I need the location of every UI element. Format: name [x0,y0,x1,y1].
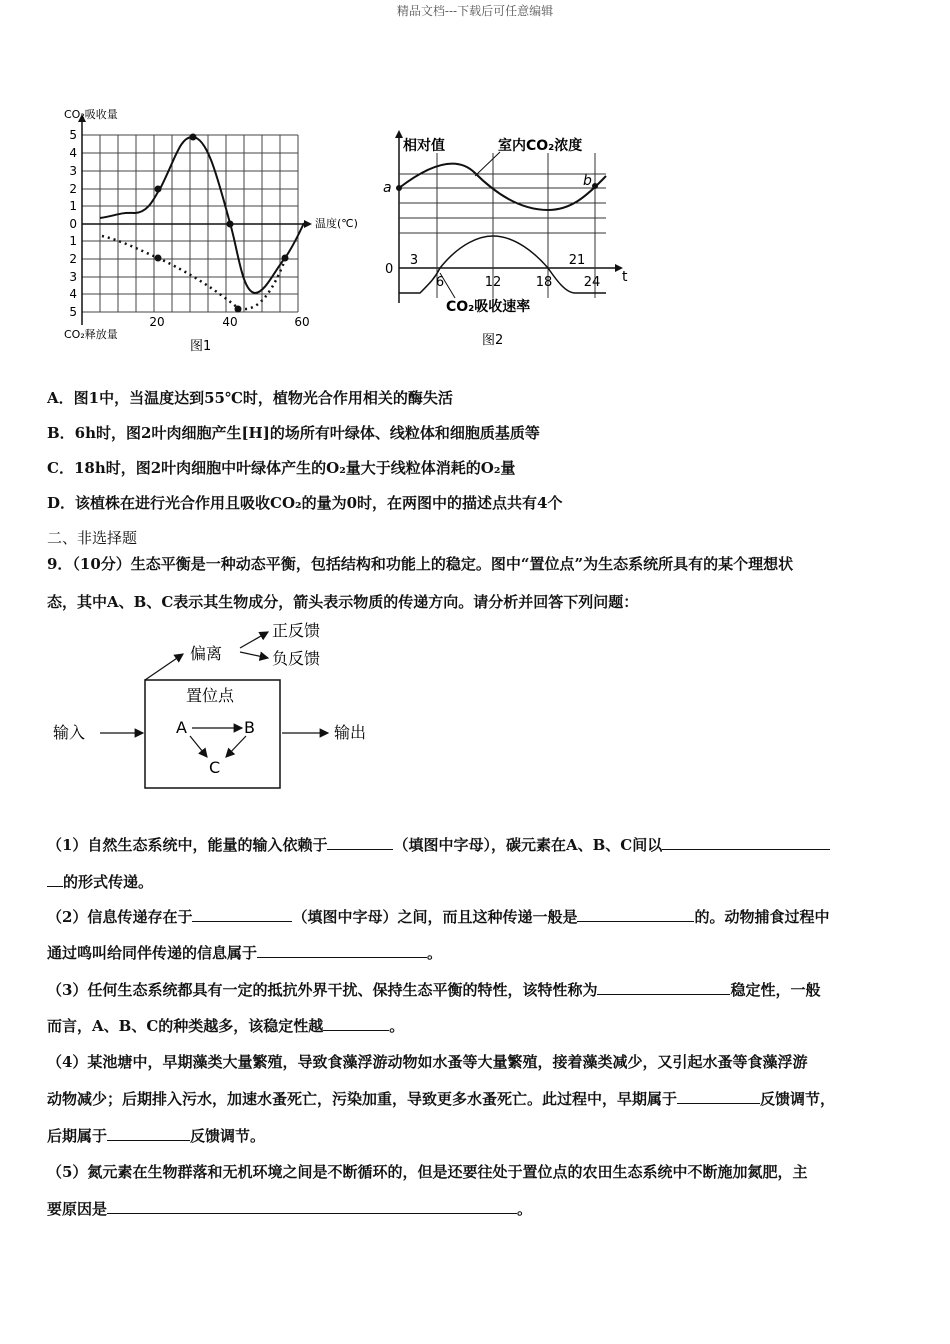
sub1-text-c: 的形式传递。 [63,873,154,891]
sub2-text-c: 的。动物捕食过程中 [694,908,830,926]
answer-blank[interactable] [257,943,427,958]
sub2-text-d: 通过鸣叫给同伴传递的信息属于 [47,944,258,962]
fig2-tick: 24 [583,275,601,290]
fig1-caption: 图1 [190,339,212,354]
fig2-tick: 12 [484,275,502,290]
answer-blank[interactable] [662,835,830,850]
diagram-deviation: 偏离 [190,644,223,663]
diagram-setpoint: 置位点 [186,686,235,705]
fig2-rate-label: CO₂吸收速率 [446,299,531,315]
sub2-text-b: （填图中字母）之间，而且这种传递一般是 [292,908,578,926]
fig1-xlabel: 温度(℃) [315,217,358,230]
fig2-caption: 图2 [482,333,504,348]
fig1-ylabel-top: CO₂吸收量 [64,108,118,121]
fig2-axis-t: t [622,269,628,285]
fig2-curve-label: 室内CO₂浓度 [498,138,583,154]
sub3-text-a: （3）任何生态系统都具有一定的抵抗外界干扰、保持生态平衡的特性，该特性称为 [47,981,598,999]
fig2-tick: 6 [435,275,445,290]
fig1-ytick: 2 [69,182,77,196]
option-b: B．6h时，图2叶肉细胞产生[H]的场所有叶绿体、线粒体和细胞质基质等 [47,424,540,442]
fig1-ytick: 0 [69,217,77,231]
fig2-tick: 3 [409,253,419,268]
diagram-node-c: C [209,758,221,777]
ecosystem-diagram [50,615,390,795]
sub3-text-c: 而言，A、B、C的种类越多，该稳定性越 [47,1017,324,1035]
question-9-line-1: 9．（10分）生态平衡是一种动态平衡，包括结构和功能上的稳定。图中“置位点”为生态系统所具有的某个理想状 [47,555,794,573]
fig1-xtick: 40 [222,315,238,329]
diagram-node-b: B [244,718,255,737]
sub1-text-b: （填图中字母），碳元素在A、B、C间以 [393,836,663,854]
answer-blank[interactable] [47,872,63,887]
section-heading: 二、非选择题 [47,529,138,547]
option-a: A．图1中，当温度达到55℃时，植物光合作用相关的酶失活 [47,389,453,407]
sub-question-2 [47,906,829,927]
page-header: 精品文档---下载后可任意编辑 [396,4,554,18]
diagram-input: 输入 [53,723,86,742]
figure-1-graph [60,100,380,360]
fig1-ytick: 4 [69,287,77,301]
figure-2-graph [380,128,640,353]
sub3-text-d: 。 [389,1017,405,1035]
sub1-text-a: （1）自然生态系统中，能量的输入依赖于 [47,836,328,854]
fig1-ytick: 5 [69,305,77,319]
option-d: D．该植株在进行光合作用且吸收CO₂的量为0时，在两图中的描述点共有4个 [47,494,563,512]
fig1-ylabel-bottom: CO₂释放量 [64,328,118,341]
fig1-ytick: 4 [69,146,77,160]
sub-question-2-cont [47,942,442,963]
sub-question-4: （4）某池塘中，早期藻类大量繁殖，导致食藻浮游动物如水蚤等大量繁殖，接着藻类减少，又引起水蚤等食藻浮游 [47,1053,808,1071]
sub5-text-b: 要原因是 [47,1200,108,1218]
sub-question-4-cont [47,1088,835,1109]
fig1-ytick: 1 [69,234,77,248]
answer-blank[interactable] [323,1016,389,1031]
sub-question-4-cont-2 [47,1125,265,1146]
answer-blank[interactable] [107,1126,190,1141]
fig2-tick: 18 [535,275,553,290]
fig1-ytick: 2 [69,252,77,266]
sub2-text-a: （2）信息传递存在于 [47,908,193,926]
fig1-ytick: 1 [69,199,77,213]
answer-blank[interactable] [107,1199,517,1214]
diagram-output: 输出 [334,723,367,742]
sub-question-1 [47,834,830,855]
fig1-xtick: 60 [294,315,310,329]
sub4-text-c: 反馈调节， [760,1090,836,1108]
answer-blank[interactable] [597,980,730,995]
fig2-point-b: b [583,173,592,189]
fig1-ytick: 3 [69,270,77,284]
fig1-ytick: 5 [69,128,77,142]
sub-question-5: （5）氮元素在生物群落和无机环境之间是不断循环的，但是还要往处于置位点的农田生态系统中不断施加氮肥，主 [47,1163,808,1181]
fig2-ylabel: 相对值 [403,138,445,154]
sub2-text-e: 。 [427,944,443,962]
sub4-text-b: 动物减少；后期排入污水，加速水蚤死亡，污染加重，导致更多水蚤死亡。此过程中，早期属于 [47,1090,678,1108]
fig1-ytick: 3 [69,164,77,178]
answer-blank[interactable] [327,835,393,850]
diagram-negative-feedback: 负反馈 [272,649,321,668]
answer-blank[interactable] [577,907,694,922]
fig2-point-a: a [383,180,392,196]
sub4-text-e: 反馈调节。 [190,1127,266,1145]
sub5-text-c: 。 [517,1200,533,1218]
fig2-tick: 21 [568,253,586,268]
sub-question-1-cont [47,871,153,892]
option-c: C．18h时，图2叶肉细胞中叶绿体产生的O₂量大于线粒体消耗的O₂量 [47,459,516,477]
sub4-text-d: 后期属于 [47,1127,108,1145]
question-9-line-2: 态，其中A、B、C表示其生物成分，箭头表示物质的传递方向。请分析并回答下列问题： [47,593,639,611]
answer-blank[interactable] [192,907,292,922]
fig2-origin: 0 [385,262,394,277]
diagram-node-a: A [176,718,187,737]
sub3-text-b: 稳定性，一般 [730,981,821,999]
sub-question-5-cont [47,1198,532,1219]
fig1-xtick: 20 [149,315,165,329]
sub-question-3 [47,979,820,1000]
diagram-positive-feedback: 正反馈 [272,621,321,640]
answer-blank[interactable] [677,1089,760,1104]
sub-question-3-cont [47,1015,404,1036]
